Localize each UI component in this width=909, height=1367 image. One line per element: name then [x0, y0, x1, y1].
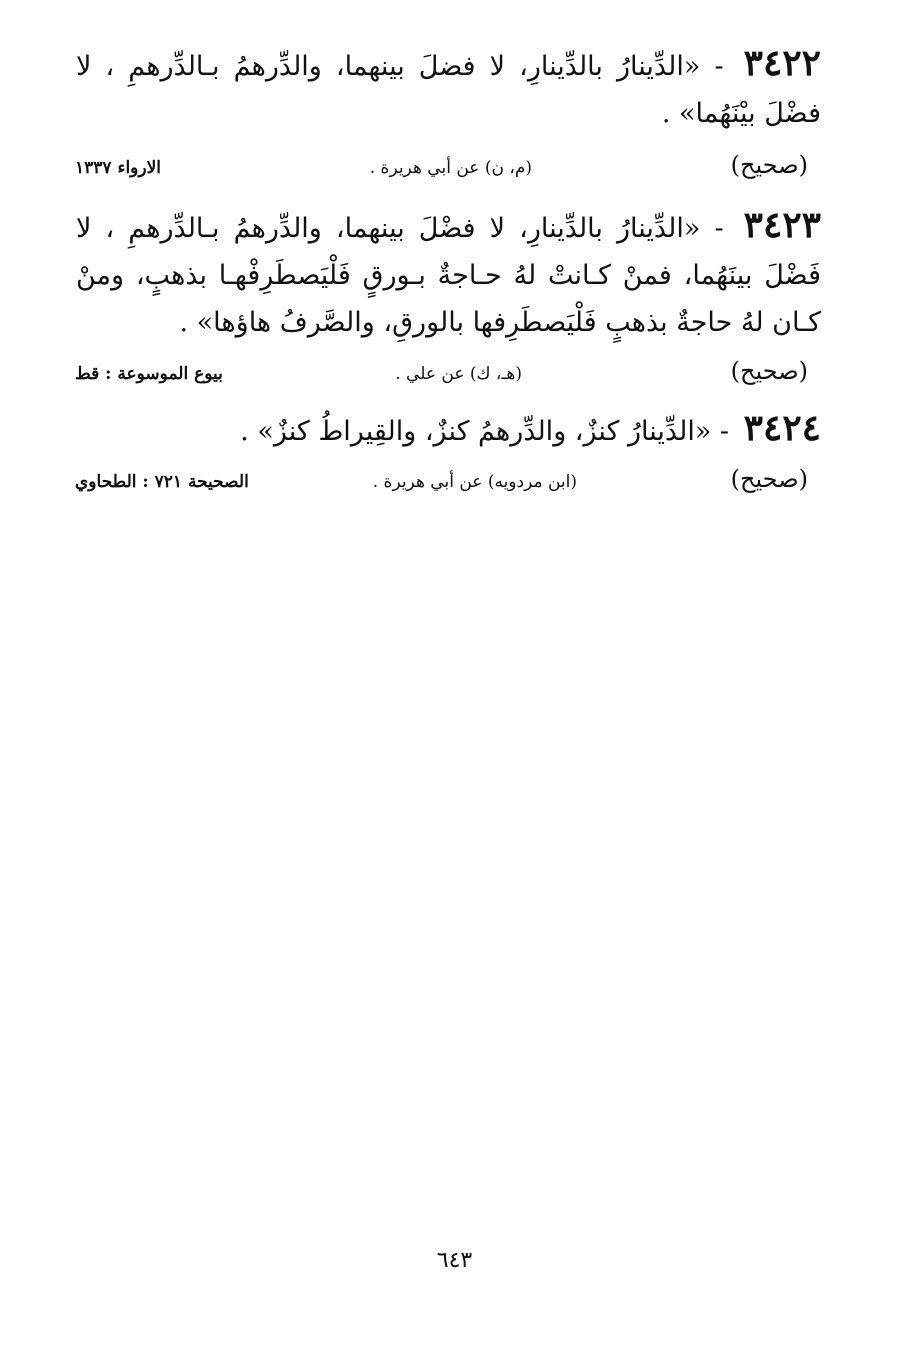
hadith-number: ٣٤٢٣	[743, 204, 821, 246]
hadith-entry-3422	[76, 40, 821, 137]
grade-label: (صحيح)	[730, 151, 808, 179]
reference-label: الارواء ١٣٣٧	[75, 158, 162, 178]
hadith-entry-3423	[76, 202, 821, 346]
reference-label: الصحيحة ٧٢١ : الطحاوي	[75, 472, 249, 492]
hadith-entry-3424	[76, 405, 821, 455]
hadith-meta-3424	[75, 462, 822, 502]
source-label: (هـ، ك) عن علي .	[395, 364, 522, 384]
hadith-number: ٣٤٢٢	[743, 42, 821, 84]
grade-label: (صحيح)	[730, 357, 808, 385]
reference-label: بيوع الموسوعة : قط	[75, 364, 223, 384]
page-number: ٦٤٣	[436, 1248, 473, 1273]
hadith-meta-3422	[75, 148, 822, 188]
hadith-text: - «الدِّينارُ كنزٌ، والدِّرهمُ كنزٌ، والقِيراطُ كنزٌ» .	[240, 416, 730, 447]
hadith-text: - «الدِّينارُ بالدِّينارِ، لا فضْلَ بينهما، والدِّرهمُ بـالدِّرهمِ ، لا فَضْلَ بينَهُما، فمنْ كـانتْ لهُ حـاجةٌ بـورقٍ فَلْيَصطَرِفْهـا بذهبٍ، ومنْ كـان لهُ حاجةٌ بذهبٍ فَلْيَصطَرِفها بالورقِ، والصَّرفُ هاؤها» .	[76, 213, 821, 338]
hadith-number: ٣٤٢٤	[743, 407, 821, 449]
source-label: (م، ن) عن أبي هريرة .	[369, 158, 532, 178]
hadith-text: - «الدِّينارُ بالدِّينارِ، لا فضلَ بينهما، والدِّرهمُ بـالدِّرهمِ ، لا فضْلَ بيْنَهُما» .	[76, 51, 821, 129]
grade-label: (صحيح)	[730, 465, 808, 493]
hadith-meta-3423	[75, 354, 822, 394]
source-label: (ابن مردويه) عن أبي هريرة .	[372, 472, 577, 492]
